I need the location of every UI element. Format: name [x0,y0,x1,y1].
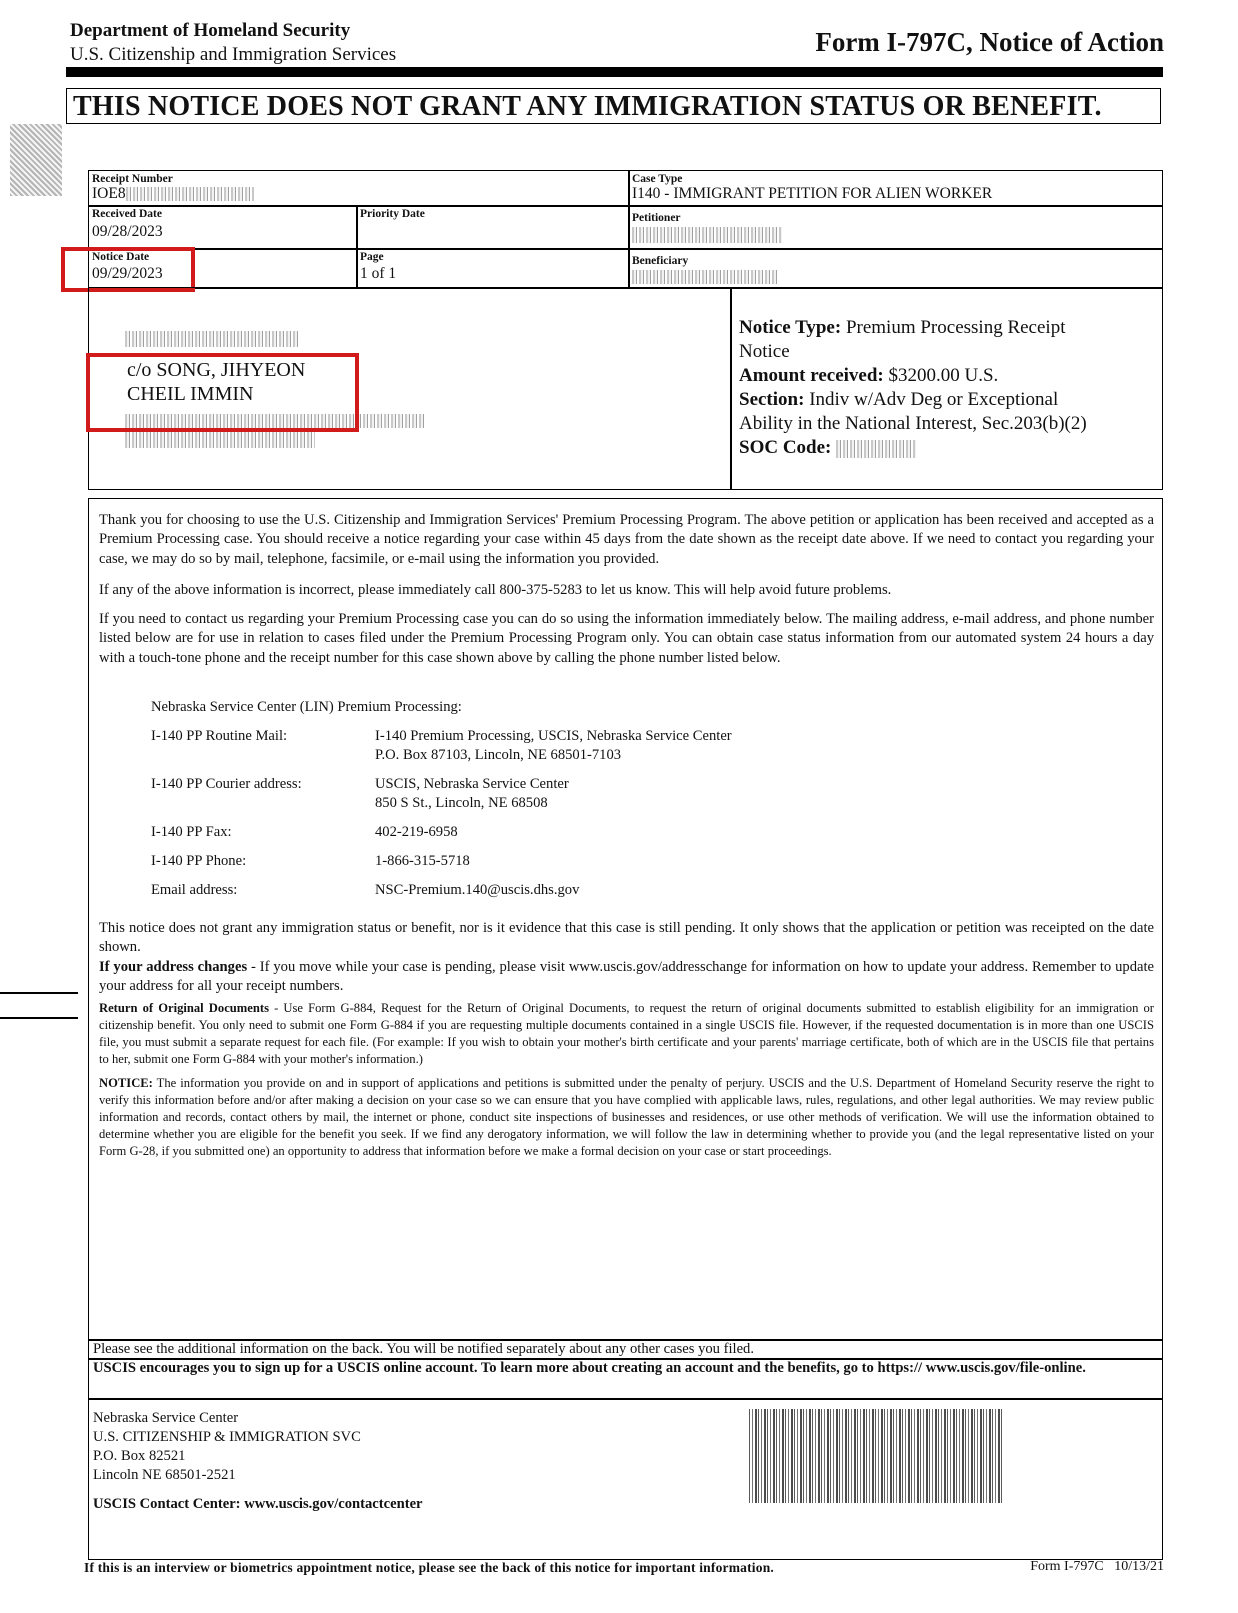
contact-email[interactable]: NSC-Premium.140@uscis.dhs.gov [375,882,580,898]
body-paragraph-1: Thank you for choosing to use the U.S. Citizenship and Immigration Services' Premium Processing Program. The above petition or application has been received and accepted as a Premium Processing case. You should receive a notice regarding your case within 45 days from the date shown as the receipt date above. If we need to contact you regarding your case, we may do so by mail, telephone, facsimile, or e-mail using the information you provided. [99,512,1154,567]
page-cell [356,248,630,289]
agency-name: U.S. Citizenship and Immigration Services [70,44,397,65]
notice-type-value-cont: Notice [739,341,790,362]
receipt-number-value: IOE8 [92,185,126,202]
priority-date-cell [356,205,630,250]
notice-date-label: Notice Date [92,251,150,263]
notice-type-value: Premium Processing Receipt [845,317,1066,338]
contact-label: I-140 PP Phone: [151,853,247,869]
status-banner: THIS NOTICE DOES NOT GRANT ANY IMMIGRATION STATUS OR BENEFIT. [66,88,1161,124]
return-documents-heading: Return of Original Documents [99,1001,269,1015]
additional-info: Please see the additional information on the back. You will be notified separately about any other cases you filed. [93,1341,755,1357]
beneficiary-cell [628,248,1163,289]
contact-value: USCIS, Nebraska Service Center [375,776,569,792]
address-highlight [86,353,359,432]
notice-date-value: 09/29/2023 [92,265,163,282]
amount-label: Amount received: [739,365,884,386]
received-date-label: Received Date [92,208,162,220]
form-edition: Form I-797C 10/13/21 [1030,1559,1164,1574]
service-center-name: Nebraska Service Center [93,1410,239,1426]
received-date-value: 09/28/2023 [92,223,163,240]
body-paragraph-3: If you need to contact us regarding your Premium Processing case you can do so using the information immediately below. The mailing address, e-mail address, and phone number listed below are for use in relation to cases filed under the Premium Processing Program only. You can obtain case status information from our automated system 24 hours a day with a touch-tone phone and the receipt number for this case shown above by calling the phone number listed below. [99,611,1154,666]
return-documents-text: - Use Form G-884, Request for the Return of Original Documents, to request the return of original documents submitted to establish eligibility for an immigration or citizenship benefit. You only need to submit one Form G-884 if you are requesting multiple documents contained in a single USCIS file. However, if the requested documentation is in more than one USCIS file, you must submit a separate request for each file. (For example: If you wish to obtain your mother's birth certificate and your parents' marriage certificate, both of which are in the USCIS file that pertains to her, submit one Form G-884 with your mother's information.) [99,1001,1154,1066]
online-account-notice: USCIS encourages you to sign up for a USCIS online account. To learn more about creating an account and the benefits, go to https:// www.uscis.gov/file-online. [93,1360,1086,1376]
section-value-cont: Ability in the National Interest, Sec.203(b)(2) [739,413,1087,434]
body-paragraph-2: If any of the above information is incorrect, please immediately call 800-375-5283 to let us know. This will help avoid future problems. [99,582,892,598]
notice-info-block [730,287,1163,490]
redaction [632,270,777,284]
received-date-cell [88,205,358,250]
page-label: Page [360,251,384,263]
section-value: Indiv w/Adv Deg or Exceptional [809,389,1059,410]
redaction [125,331,300,347]
case-type-value: I140 - IMMIGRANT PETITION FOR ALIEN WORKER [632,185,993,202]
contact-value: P.O. Box 87103, Lincoln, NE 68501-7103 [375,747,622,763]
case-type-label: Case Type [632,173,683,185]
qr-code-icon [10,124,62,196]
redaction [836,440,916,458]
contact-label: Email address: [151,882,238,898]
contact-label: I-140 PP Routine Mail: [151,728,288,744]
redaction [126,187,254,201]
redaction [125,432,315,448]
address-change-heading: If your address changes [99,959,248,975]
case-type-cell [628,170,1163,207]
notice-body [88,498,1163,1560]
margin-mark [0,992,78,994]
service-center-line3: P.O. Box 82521 [93,1448,186,1464]
contact-value: 1-866-315-5718 [375,853,470,869]
amount-value: $3200.00 U.S. [888,365,999,386]
body-paragraph-4: This notice does not grant any immigration status or benefit, nor is it evidence that this case is still pending. It only shows that the application or petition was receipted on the date shown. [99,920,1154,956]
divider [89,1398,1162,1400]
form-title: Form I-797C, Notice of Action [815,27,1164,57]
priority-date-label: Priority Date [360,208,425,220]
soc-code-label: SOC Code: [739,437,832,458]
petitioner-label: Petitioner [632,212,681,224]
notice-text: The information you provide on and in support of applications and petitions is submitted under the penalty of perjury. USCIS and the U.S. Department of Homeland Security reserve the right to verify this information before and/or after making a decision on your case so we can ensure that you have complied with applicable laws, rules, regulations, and other legal authorities. We may review public information and records, contact others by mail, the internet or phone, conduct site inspections of businesses and residences, or use other methods of verification. We will use the information obtained to determine whether you are eligible for the benefit you seek. If we find any derogatory information, we will follow the law in determining whether to provide you (and the legal representative listed on your Form G-28, if you submitted one) an opportunity to address that information before we make a formal decision on your case or start proceedings. [99,1076,1154,1158]
header-divider [66,67,1163,77]
department-name: Department of Homeland Security [70,20,351,41]
receipt-number-cell [88,170,630,207]
barcode-icon [749,1409,1003,1503]
page-value: 1 of 1 [360,265,397,282]
service-center-line4: Lincoln NE 68501-2521 [93,1467,236,1483]
address-care-of: c/o SONG, JIHYEON [127,359,306,381]
section-label: Section: [739,389,805,410]
petitioner-cell [628,205,1163,250]
contact-label: I-140 PP Fax: [151,824,232,840]
service-center-heading: Nebraska Service Center (LIN) Premium Processing: [151,699,462,715]
notice-date-highlight [61,247,195,292]
beneficiary-label: Beneficiary [632,255,689,267]
margin-mark [0,1017,78,1019]
receipt-number-label: Receipt Number [92,173,173,185]
address-change-text: - If you move while your case is pending, please visit www.uscis.gov/addresschange for information on how to update your address. Remember to update your address for all your receipt numbers. [99,959,1154,995]
notice-type-label: Notice Type: [739,317,842,338]
address-firm: CHEIL IMMIN [127,383,254,405]
footer-note: If this is an interview or biometrics appointment notice, please see the back of this notice for important information. [84,1560,774,1575]
contact-value: 850 S St., Lincoln, NE 68508 [375,795,548,811]
notice-heading: NOTICE: [99,1076,153,1090]
contact-value: I-140 Premium Processing, USCIS, Nebraska Service Center [375,728,732,744]
contact-value: 402-219-6958 [375,824,458,840]
redaction [632,227,782,243]
contact-label: I-140 PP Courier address: [151,776,302,792]
contact-center-link[interactable]: USCIS Contact Center: www.uscis.gov/contactcenter [93,1496,423,1512]
service-center-line2: U.S. CITIZENSHIP & IMMIGRATION SVC [93,1429,361,1445]
